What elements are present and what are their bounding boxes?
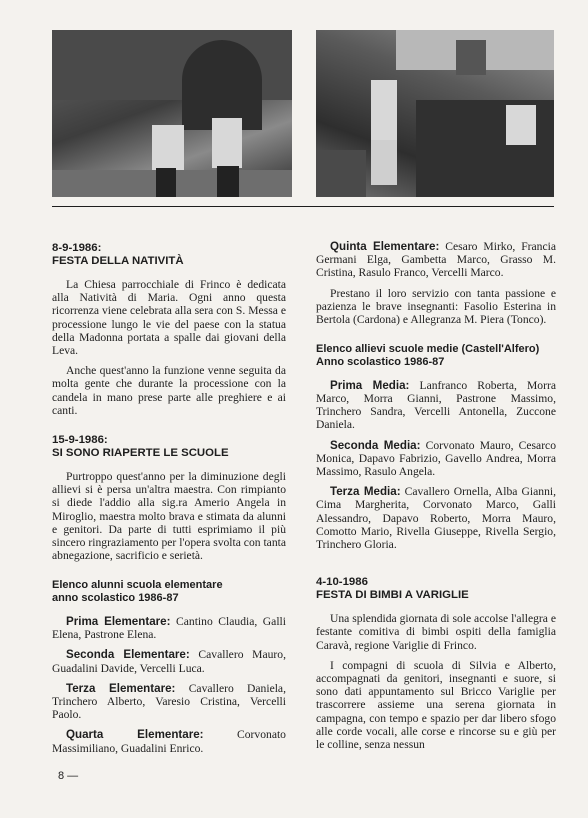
class-names: Cesaro Mirko, Francia Germani Elga, Gambetta Marco, Grasso M. Cristina, Rasulo Franco, Vercelli Marco.: [316, 240, 556, 280]
paragraph: Purtroppo quest'anno per la diminuzione degli allievi si è persa un'altra maestra. Con rimpianto si diede l'addio alla sig.ra Amerio Angela in Miroglio, maestra molto brava e stimata da alunni e genitori. Da parte di tutti esprimiamo il più sincero ringraziamento per l'opera svolta con tanta abnegazione, sacrificio e serietà.: [52, 470, 286, 563]
section-scuole-heading: [52, 434, 286, 460]
class-list-terza-elementare: [52, 682, 286, 722]
teachers-paragraph: Prestano il loro servizio con tanta passione e pazienza le brave insegnanti: Fasolio Esterina in Bertola (Cardona) e Allegranza M. Piera (Tonco).: [316, 286, 556, 327]
class-label: Terza Media:: [330, 485, 401, 499]
section-bimbi-heading: [316, 576, 556, 602]
class-label: Prima Elementare:: [66, 615, 171, 629]
class-list-quarta-elementare: [52, 728, 286, 754]
class-list-seconda-media: [316, 439, 556, 479]
section-title: FESTA DI BIMBI A VARIGLIE: [316, 589, 469, 602]
section-title: FESTA DELLA NATIVITÀ: [52, 255, 184, 267]
section-date: 4-10-1986: [316, 576, 368, 589]
header-rule: [52, 206, 554, 207]
subsection-year: anno scolastico 1986-87: [52, 592, 179, 605]
class-label: Terza Elementare:: [66, 681, 176, 695]
section-title: SI SONO RIAPERTE LE SCUOLE: [52, 447, 229, 460]
class-list-seconda-elementare: [52, 648, 286, 674]
class-label: Quarta Elementare:: [66, 728, 204, 742]
photo-crowd: [316, 30, 554, 197]
class-names: Cavallero Daniela, Trinchero Alberto, Varesio Cristina, Vercelli Paolo.: [52, 681, 286, 722]
class-list-prima-elementare: [52, 615, 286, 641]
subsection-year: Anno scolastico 1986-87: [316, 356, 445, 369]
elementare-heading: [52, 579, 286, 605]
medie-heading: [316, 343, 556, 369]
paragraph: La Chiesa parrocchiale di Frinco è dedicata alla Natività di Maria. Ogni anno questa ricorrenza viene celebrata alla sera con S. Messa e processione lungo le vie del paese con la statua della Madonna portata a spalle dai giovani della Leva.: [52, 278, 286, 358]
class-names: Corvonato Massimiliano, Guadalini Enrico.: [52, 728, 286, 755]
page-number: 8 —: [58, 770, 79, 782]
paragraph: Anche quest'anno la funzione venne seguita da molta gente che durante la processione con la candela in mano prese parte alle preghiere e ai canti.: [52, 364, 286, 417]
class-names: Corvonato Mauro, Cesarco Monica, Dapavo Fabrizio, Gavello Andrea, Morra Massimo, Rasulo Angela.: [316, 438, 556, 479]
section-date: 8-9-1986:: [52, 242, 102, 254]
class-names: Lanfranco Roberta, Morra Marco, Morra Gianni, Pastrone Massimo, Trinchero Sandra, Vercelli Antonella, Zuccone Daniela.: [316, 378, 556, 432]
subsection-title: Elenco allievi scuole medie (Castell'Alfero): [316, 343, 540, 356]
class-label: Prima Media:: [330, 378, 410, 392]
class-list-quinta-elementare: [316, 240, 556, 280]
paragraph: Una splendida giornata di sole accolse l'allegra e festante comitiva di bimbi ospiti della famiglia Caravà, regione Variglie di Frinco.: [316, 612, 556, 652]
class-label: Seconda Elementare:: [66, 648, 190, 662]
photo-procession: [52, 30, 292, 197]
class-list-prima-media: [316, 379, 556, 432]
subsection-title: Elenco alunni scuola elementare: [52, 579, 223, 592]
class-names: Cavallero Ornella, Alba Gianni, Cima Margherita, Corvonato Marco, Galli Alessandro, Dapavo Roberto, Morra Mauro, Comotto Mario, Rivella Giuseppe, Rivella Sergio, Trinchero Gloria.: [316, 485, 556, 552]
right-column: [316, 240, 556, 751]
class-label: Quinta Elementare:: [330, 240, 440, 253]
section-nativita-heading: [52, 242, 286, 268]
class-label: Seconda Media:: [330, 438, 421, 452]
paragraph: I compagni di scuola di Silvia e Alberto, accompagnati da genitori, insegnanti e suore, si sono dati appuntamento sul Bricco Variglie per trascorrere assieme una serena giornata in campagna, con tempo e spazio per dar libero sfogo alle corde vocali, alle corse e rincorse su e giù per le colline, senza nessun: [316, 658, 556, 752]
section-date: 15-9-1986:: [52, 434, 108, 447]
class-names: Cavallero Mauro, Guadalini Davide, Vercelli Luca.: [52, 648, 286, 675]
class-list-terza-media: [316, 485, 556, 551]
class-names: Cantino Claudia, Galli Elena, Pastrone Elena.: [52, 615, 286, 642]
left-column: [52, 232, 286, 755]
